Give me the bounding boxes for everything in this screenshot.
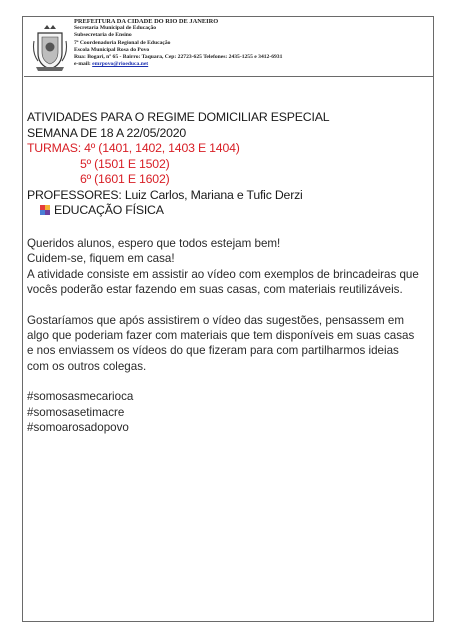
turmas-line-2: 5º (1501 E 1502) xyxy=(80,156,170,171)
coordination-name: 7ª Coordenadoria Regional de Educação xyxy=(74,39,171,46)
activity-body xyxy=(27,236,421,435)
instructions-paragraph: Gostaríamos que após assistirem o vídeo das sugestões, pensassem em algo que poderiam fazer com materiais que tem disponíveis em suas casas e nos enviassem os vídeos do que fizeram para com partilharmos ideias com os outros colegas. xyxy=(27,313,415,373)
subsecretariat-name: Subsecretaria de Ensino xyxy=(74,32,132,39)
paragraph-gap xyxy=(27,298,421,313)
hashtag-3: #somoarosadopovo xyxy=(27,421,129,435)
institution-name: PREFEITURA DA CIDADE DO RIO DE JANEIRO xyxy=(74,18,219,25)
turmas-line-3: 6º (1601 E 1602) xyxy=(80,172,170,187)
title-line: ATIVIDADES PARA O REGIME DOMICILIAR ESPECIAL xyxy=(27,110,330,124)
activity-description: A atividade consiste em assistir ao vídeo com exemplos de brincadeiras que vocês poderão estar fazendo em suas casas, com materiais reutilizáveis. xyxy=(27,267,419,297)
section-heading xyxy=(40,203,164,217)
greeting-line: Queridos alunos, espero que todos estejam bem! xyxy=(27,237,281,250)
city-crest-icon xyxy=(32,23,68,73)
week-line: SEMANA DE 18 A 22/05/2020 xyxy=(27,125,187,140)
turmas-line-1: TURMAS: 4º (1401, 1402, 1403 E 1404) xyxy=(27,141,240,156)
hashtag-2: #somosasetimacre xyxy=(27,405,125,419)
paragraph-gap xyxy=(27,374,421,389)
hashtag-1: #somosasmecarioca xyxy=(27,390,134,404)
care-line: Cuidem-se, fiquem em casa! xyxy=(27,252,175,266)
email-label: e-mail: xyxy=(74,61,93,68)
email-link[interactable]: emrpovo@rioeduca.net xyxy=(92,61,149,68)
section-label: EDUCAÇÃO FÍSICA xyxy=(54,203,164,217)
teachers-line: PROFESSORES: Luiz Carlos, Mariana e Tufic Derzi xyxy=(27,187,303,202)
secretariat-name: Secretaria Municipal de Educação xyxy=(74,25,157,32)
school-address: Rua: Bogari, nº 65 - Bairro: Taquara, Cep: 22723-625 Telefones: 2435-1255 e 3412-6931 xyxy=(74,54,283,61)
colorful-bullet-icon xyxy=(40,205,50,215)
letterhead xyxy=(24,17,433,77)
activity-heading xyxy=(27,110,419,204)
email-line xyxy=(74,61,426,68)
school-name: Escola Municipal Rosa do Povo xyxy=(74,46,150,53)
